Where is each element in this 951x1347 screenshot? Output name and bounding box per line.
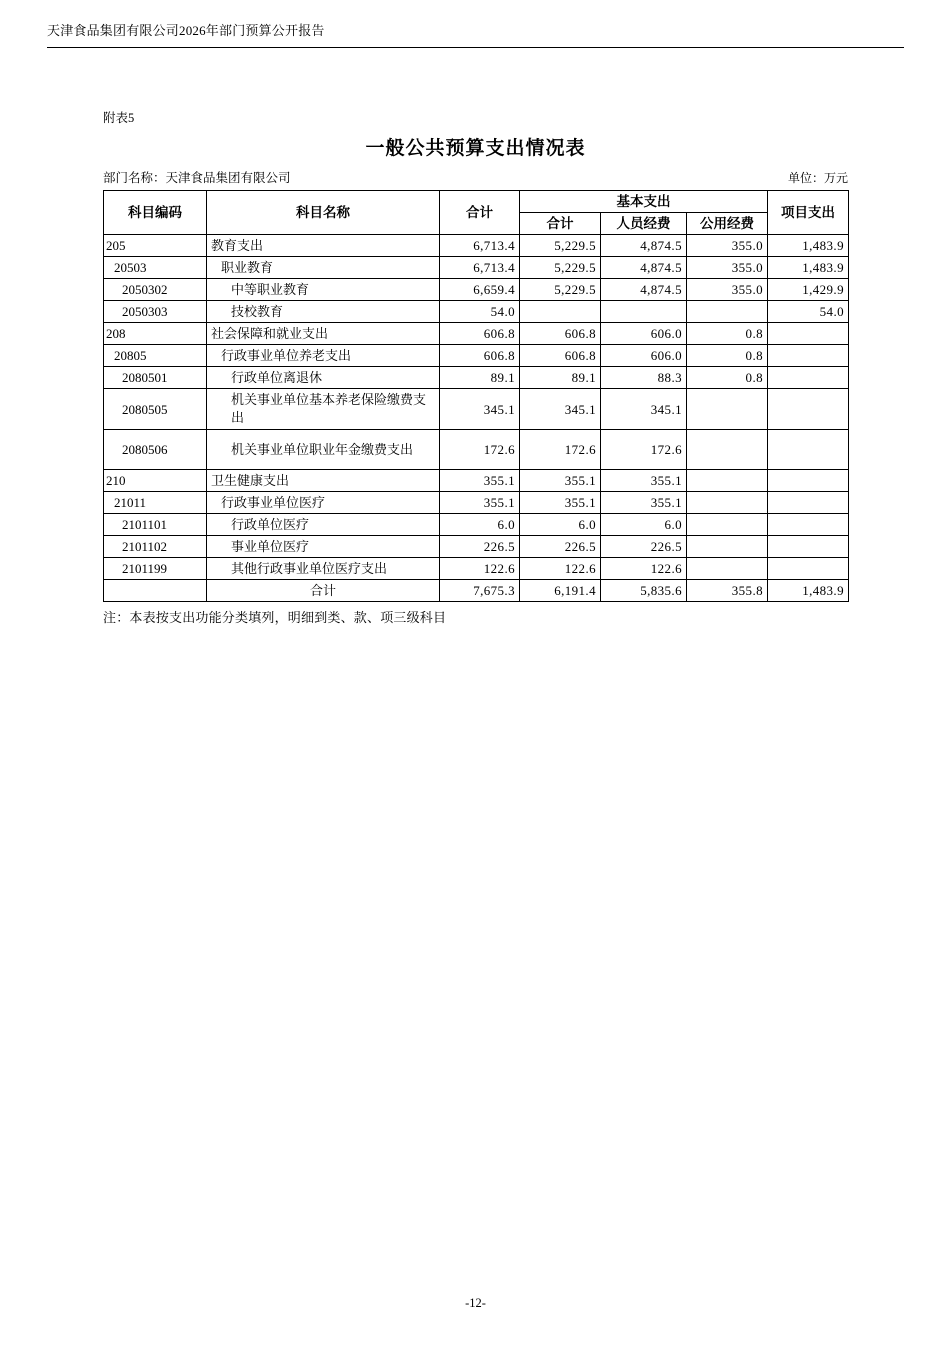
cell-public: 0.8 [687, 345, 768, 367]
cell-basic-total: 345.1 [520, 389, 601, 430]
table-total-row [104, 580, 849, 602]
table-row [104, 389, 849, 430]
cell-basic-total: 122.6 [520, 558, 601, 580]
cell-total: 226.5 [440, 536, 520, 558]
cell-personnel: 172.6 [601, 430, 687, 470]
cell-public [687, 536, 768, 558]
cell-public [687, 558, 768, 580]
department-name: 部门名称：天津食品集团有限公司 [103, 171, 291, 185]
cell-name: 教育支出 [207, 235, 440, 257]
cell-project [768, 430, 849, 470]
cell-public [687, 301, 768, 323]
cell-personnel: 4,874.5 [601, 235, 687, 257]
col-header-code: 科目编码 [104, 191, 207, 235]
table-row [104, 558, 849, 580]
cell-basic-total: 355.1 [520, 492, 601, 514]
cell-code: 2050303 [104, 301, 207, 323]
cell-basic-total: 6.0 [520, 514, 601, 536]
cell-personnel: 4,874.5 [601, 279, 687, 301]
cell-personnel: 4,874.5 [601, 257, 687, 279]
cell-name: 社会保障和就业支出 [207, 323, 440, 345]
col-header-public: 公用经费 [687, 213, 768, 235]
cell-basic-total: 606.8 [520, 323, 601, 345]
cell-name: 卫生健康支出 [207, 470, 440, 492]
table-row [104, 536, 849, 558]
page-number: -12- [465, 1296, 486, 1310]
cell-personnel: 355.1 [601, 470, 687, 492]
cell-personnel [601, 301, 687, 323]
table-row [104, 367, 849, 389]
cell-project [768, 492, 849, 514]
cell-total: 122.6 [440, 558, 520, 580]
table-row [104, 430, 849, 470]
cell-code: 21011 [104, 492, 207, 514]
cell-personnel: 606.0 [601, 323, 687, 345]
cell-project [768, 345, 849, 367]
cell-name: 事业单位医疗 [207, 536, 440, 558]
cell-total: 355.1 [440, 470, 520, 492]
col-header-basic-total: 合计 [520, 213, 601, 235]
cell-basic-total: 5,229.5 [520, 279, 601, 301]
cell-project [768, 389, 849, 430]
cell-total: 6,659.4 [440, 279, 520, 301]
cell-basic-total: 226.5 [520, 536, 601, 558]
table-note: 注：本表按支出功能分类填列，明细到类、款、项三级科目 [103, 610, 447, 625]
cell-public: 355.0 [687, 235, 768, 257]
cell-total: 172.6 [440, 430, 520, 470]
cell-project [768, 367, 849, 389]
cell-personnel: 226.5 [601, 536, 687, 558]
cell-total: 355.1 [440, 492, 520, 514]
cell-personnel: 122.6 [601, 558, 687, 580]
cell-code: 205 [104, 235, 207, 257]
table-row [104, 279, 849, 301]
cell-name: 行政单位医疗 [207, 514, 440, 536]
cell-code: 208 [104, 323, 207, 345]
cell-total: 6,713.4 [440, 235, 520, 257]
col-header-name: 科目名称 [207, 191, 440, 235]
table-head [104, 191, 849, 235]
cell-total: 345.1 [440, 389, 520, 430]
cell-code: 210 [104, 470, 207, 492]
cell-code: 2101101 [104, 514, 207, 536]
cell-total-project: 1,483.9 [768, 580, 849, 602]
col-header-basic-group: 基本支出 [520, 191, 768, 213]
table-header-row-1 [104, 191, 849, 213]
cell-name: 其他行政事业单位医疗支出 [207, 558, 440, 580]
table-row [104, 470, 849, 492]
cell-total: 89.1 [440, 367, 520, 389]
cell-total-label: 合计 [207, 580, 440, 602]
cell-basic-total: 172.6 [520, 430, 601, 470]
cell-total-total: 7,675.3 [440, 580, 520, 602]
table-row [104, 492, 849, 514]
cell-code [104, 580, 207, 602]
cell-name: 技校教育 [207, 301, 440, 323]
table-row [104, 323, 849, 345]
cell-project: 54.0 [768, 301, 849, 323]
col-header-personnel: 人员经费 [601, 213, 687, 235]
cell-total: 54.0 [440, 301, 520, 323]
table-row [104, 345, 849, 367]
cell-personnel: 606.0 [601, 345, 687, 367]
cell-personnel: 88.3 [601, 367, 687, 389]
cell-basic-total [520, 301, 601, 323]
cell-project [768, 558, 849, 580]
cell-name: 行政事业单位养老支出 [207, 345, 440, 367]
col-header-total: 合计 [440, 191, 520, 235]
cell-public [687, 389, 768, 430]
table-row [104, 235, 849, 257]
cell-project: 1,483.9 [768, 235, 849, 257]
cell-basic-total: 5,229.5 [520, 257, 601, 279]
cell-public: 0.8 [687, 367, 768, 389]
cell-total-basic-total: 6,191.4 [520, 580, 601, 602]
attachment-label: 附表5 [103, 111, 135, 125]
table-body [104, 235, 849, 602]
cell-project [768, 470, 849, 492]
cell-basic-total: 606.8 [520, 345, 601, 367]
table-row [104, 257, 849, 279]
cell-public [687, 492, 768, 514]
cell-personnel: 355.1 [601, 492, 687, 514]
cell-code: 2080506 [104, 430, 207, 470]
cell-public: 0.8 [687, 323, 768, 345]
cell-public: 355.0 [687, 257, 768, 279]
cell-project [768, 514, 849, 536]
cell-name: 中等职业教育 [207, 279, 440, 301]
table-row [104, 514, 849, 536]
cell-code: 20805 [104, 345, 207, 367]
cell-code: 2101199 [104, 558, 207, 580]
cell-public: 355.0 [687, 279, 768, 301]
cell-total: 6,713.4 [440, 257, 520, 279]
cell-personnel: 345.1 [601, 389, 687, 430]
cell-basic-total: 5,229.5 [520, 235, 601, 257]
budget-expenditure-table [103, 190, 849, 602]
cell-code: 2050302 [104, 279, 207, 301]
col-header-project: 项目支出 [768, 191, 849, 235]
cell-basic-total: 89.1 [520, 367, 601, 389]
cell-basic-total: 355.1 [520, 470, 601, 492]
cell-project [768, 536, 849, 558]
unit-note: 单位：万元 [787, 171, 848, 185]
table-meta-row [103, 170, 848, 187]
document-content [103, 110, 848, 628]
cell-total: 6.0 [440, 514, 520, 536]
cell-code: 2080501 [104, 367, 207, 389]
cell-name: 职业教育 [207, 257, 440, 279]
cell-code: 20503 [104, 257, 207, 279]
cell-code: 2080505 [104, 389, 207, 430]
cell-total-personnel: 5,835.6 [601, 580, 687, 602]
header-divider [47, 47, 904, 48]
cell-total: 606.8 [440, 323, 520, 345]
cell-total-public: 355.8 [687, 580, 768, 602]
cell-personnel: 6.0 [601, 514, 687, 536]
cell-name: 行政单位离退休 [207, 367, 440, 389]
cell-project [768, 323, 849, 345]
cell-project: 1,429.9 [768, 279, 849, 301]
cell-public [687, 430, 768, 470]
cell-project: 1,483.9 [768, 257, 849, 279]
cell-public [687, 514, 768, 536]
cell-total: 606.8 [440, 345, 520, 367]
cell-public [687, 470, 768, 492]
cell-name: 行政事业单位医疗 [207, 492, 440, 514]
cell-name: 机关事业单位基本养老保险缴费支出 [207, 389, 440, 430]
cell-name: 机关事业单位职业年金缴费支出 [207, 430, 440, 470]
running-header: 天津食品集团有限公司2026年部门预算公开报告 [47, 23, 325, 38]
page-title: 一般公共预算支出情况表 [365, 138, 586, 159]
cell-code: 2101102 [104, 536, 207, 558]
table-row [104, 301, 849, 323]
